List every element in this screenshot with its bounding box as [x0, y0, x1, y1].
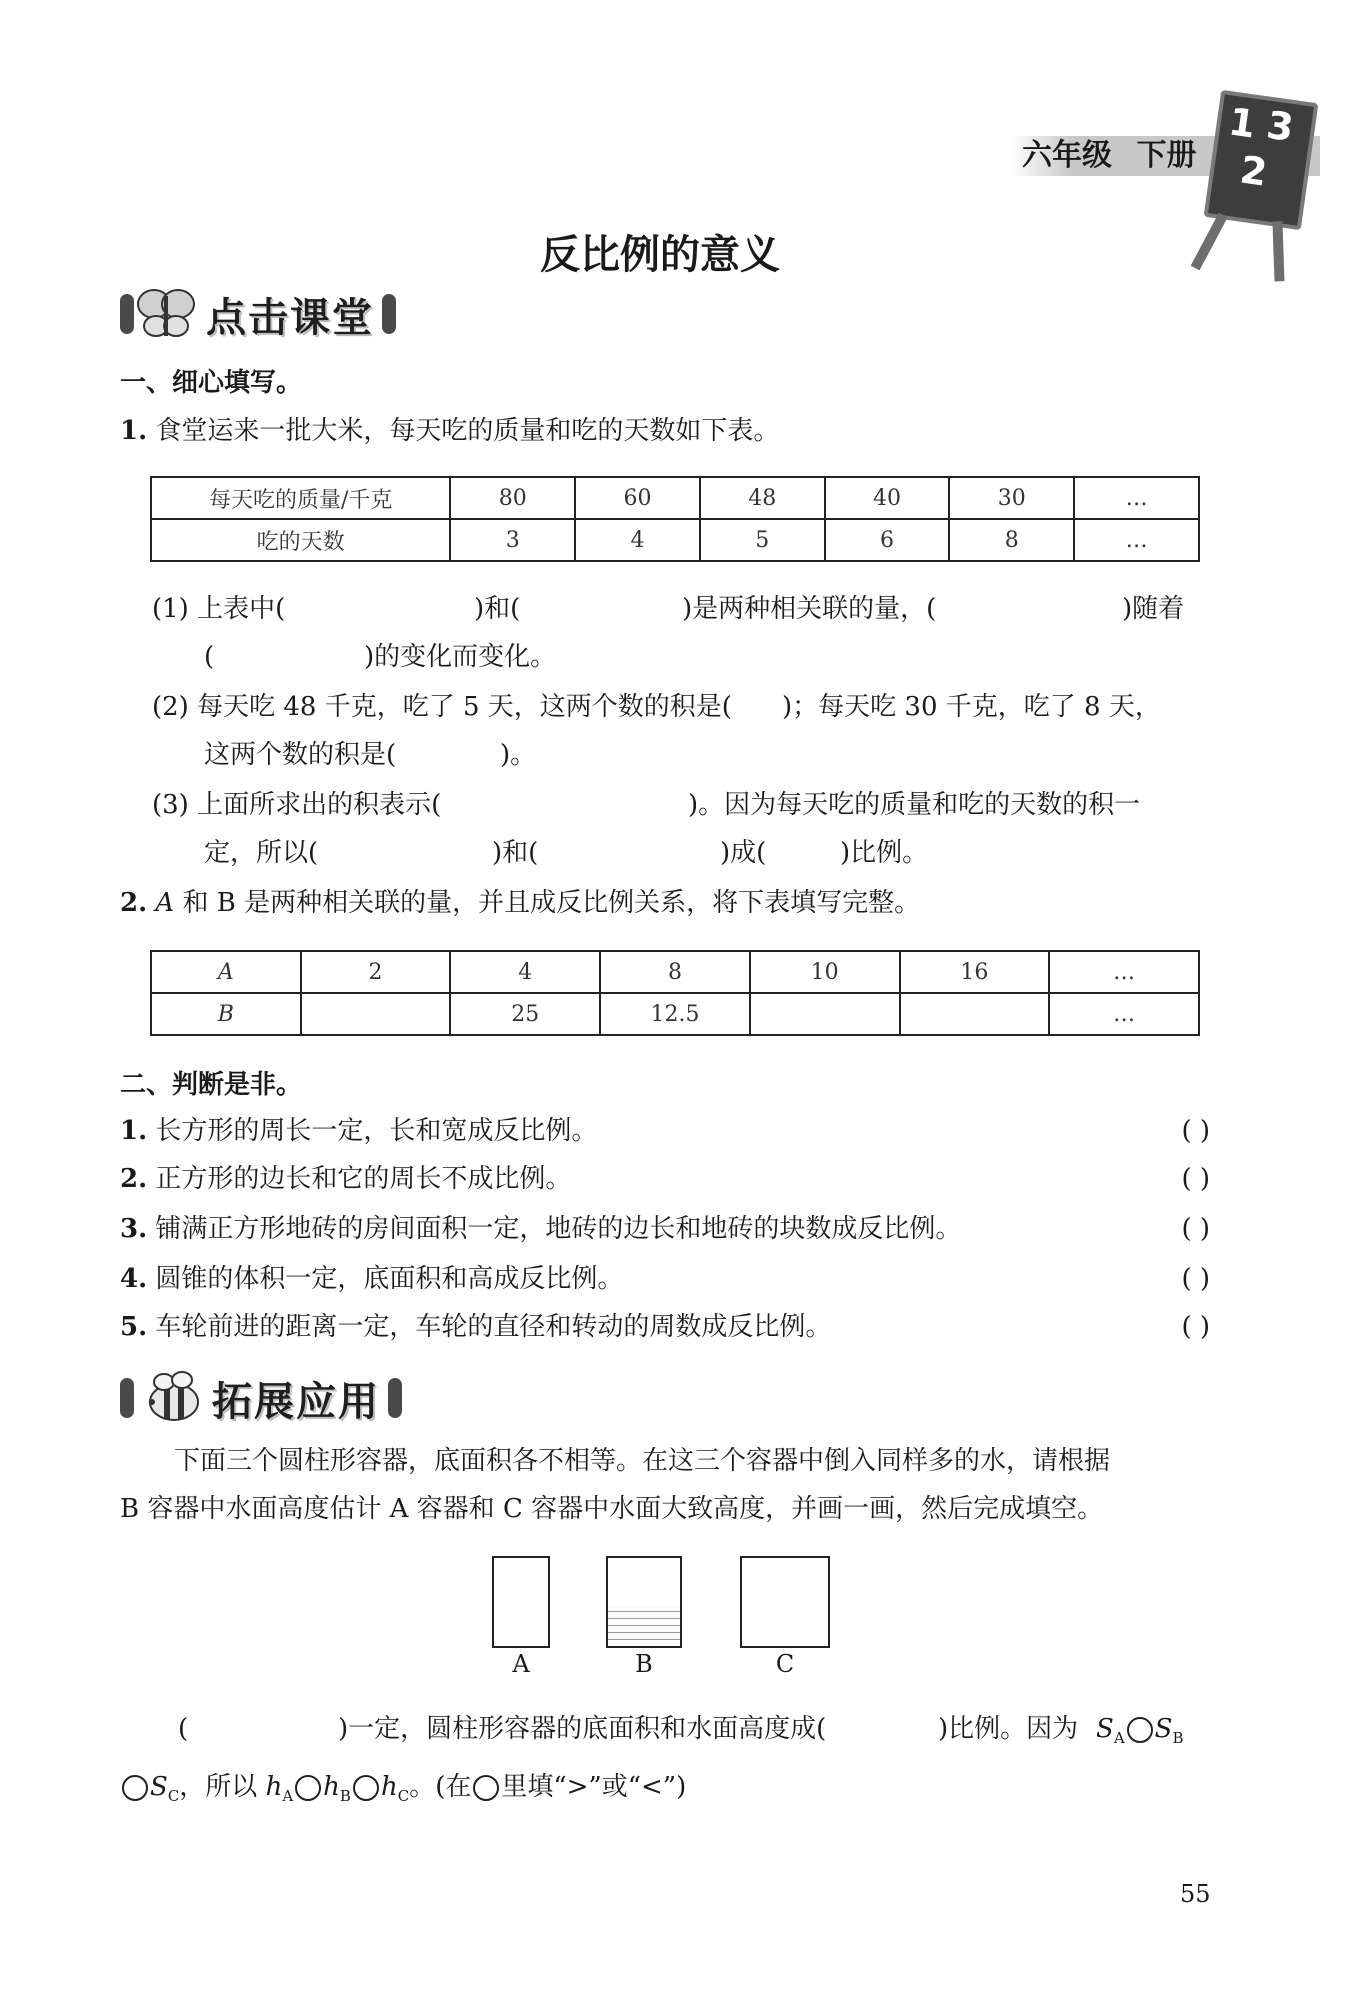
compare-circle[interactable]: [295, 1775, 321, 1801]
blank-text: )随着: [1122, 594, 1185, 624]
table-row: [151, 519, 1199, 561]
table-cell: …: [1074, 477, 1199, 519]
blank-text: 。(在: [409, 1772, 472, 1802]
blank-text: (: [204, 642, 215, 672]
q2-prompt: [120, 886, 920, 920]
q2-table: [150, 950, 1200, 1036]
grade-text: 六年级: [1022, 138, 1112, 173]
container-c[interactable]: [740, 1556, 830, 1648]
item-number: 1.: [120, 1116, 148, 1146]
part2-heading: 二、判断是非。: [120, 1070, 303, 1100]
item-text: 圆锥的体积一定，底面积和高成反比例。: [155, 1264, 624, 1294]
compare-circle[interactable]: [353, 1775, 379, 1801]
table-cell: …: [1074, 519, 1199, 561]
banner-left-cap: [120, 1378, 134, 1418]
q1-text: 食堂运来一批大米，每天吃的质量和吃的天数如下表。: [155, 416, 780, 446]
answer-paren[interactable]: ( ): [1181, 1214, 1210, 1244]
blank-text: )。: [500, 740, 537, 770]
q2-var-a: A: [155, 888, 175, 918]
blank-text: (3) 上面所求出的积表示(: [152, 790, 442, 820]
blank-text: ，所以: [179, 1772, 258, 1802]
blank-text: )是两种相关联的量，(: [682, 594, 937, 624]
item-number: 4.: [120, 1264, 148, 1294]
part1-heading: 一、细心填写。: [120, 368, 303, 398]
list-item: [120, 1212, 1210, 1246]
fill-line-2: $S_C$，所以 $h_A$ $h_B$ $h_C$。(在 里填“>”或“<”): [120, 1770, 1120, 1813]
table-cell: A: [151, 951, 301, 993]
blank-text: (: [178, 1714, 189, 1744]
item-text: 铺满正方形地砖的房间面积一定，地砖的边长和地砖的块数成反比例。: [155, 1214, 962, 1244]
water-level: [608, 1606, 680, 1646]
extension-paragraph-line2: B 容器中水面高度估计 A 容器和 C 容器中水面大致高度，并画一画，然后完成填空。: [120, 1494, 1104, 1524]
compare-circle[interactable]: [1127, 1717, 1153, 1743]
item-number: 5.: [120, 1312, 148, 1342]
blank-text: )成(: [720, 838, 767, 868]
item-number: 2.: [120, 1164, 148, 1194]
q1-number: 1.: [120, 416, 148, 446]
blank-text: 这两个数的积是(: [204, 740, 397, 770]
table-cell: 12.5: [600, 993, 750, 1035]
extension-paragraph-line1: 下面三个圆柱形容器，底面积各不相等。在这三个容器中倒入同样多的水，请根据: [174, 1446, 1111, 1476]
section-banner-extension: [120, 1370, 402, 1426]
blank-text: )和(: [474, 594, 521, 624]
section-banner-practice: [120, 286, 396, 342]
container-a[interactable]: [492, 1556, 550, 1648]
blank-text: )一定，圆柱形容器的底面积和水面高度成(: [338, 1714, 827, 1744]
table-cell-blank[interactable]: [900, 993, 1050, 1035]
table-row: [151, 477, 1199, 519]
answer-paren[interactable]: ( ): [1181, 1164, 1210, 1194]
blank-text: )的变化而变化。: [364, 642, 557, 672]
board-digit-3: 3: [1263, 102, 1297, 150]
item-number: 3.: [120, 1214, 148, 1244]
table-row: [151, 951, 1199, 993]
item-text: 正方形的边长和它的周长不成比例。: [155, 1164, 572, 1194]
blank-text: )；每天吃 30 千克，吃了 8 天，: [782, 692, 1161, 722]
q1-prompt: [120, 414, 779, 448]
table-cell: 30: [949, 477, 1074, 519]
item-text: 车轮前进的距离一定，车轮的直径和转动的周数成反比例。: [155, 1312, 832, 1342]
answer-paren[interactable]: ( ): [1181, 1312, 1210, 1342]
table-cell: 6: [825, 519, 950, 561]
table-cell: 3: [450, 519, 575, 561]
board-digit-1: 1: [1226, 99, 1259, 147]
container-label: C: [775, 1650, 795, 1678]
table-cell: 8: [949, 519, 1074, 561]
banner-left-cap: [120, 294, 134, 334]
table-cell: 25: [450, 993, 600, 1035]
table-cell: …: [1049, 993, 1199, 1035]
item-text: 长方形的周长一定，长和宽成反比例。: [155, 1116, 598, 1146]
table-cell: 吃的天数: [151, 519, 450, 561]
table-cell: 4: [575, 519, 700, 561]
q2-text: 和 B 是两种相关联的量，并且成反比例关系，将下表填写完整。: [182, 888, 921, 918]
table-row: [151, 993, 1199, 1035]
page-number: 55: [1180, 1880, 1211, 1908]
answer-paren[interactable]: ( ): [1181, 1116, 1210, 1146]
list-item: [120, 1262, 1210, 1296]
container-label: B: [635, 1650, 653, 1678]
page-title: 反比例的意义: [540, 232, 780, 278]
blank-text: )比例。: [840, 838, 929, 868]
table-cell: 16: [900, 951, 1050, 993]
table-cell: 10: [750, 951, 900, 993]
table-cell: 5: [700, 519, 825, 561]
blank-text: (2) 每天吃 48 千克，吃了 5 天，这两个数的积是(: [152, 692, 732, 722]
blank-text: 定，所以(: [204, 838, 319, 868]
blank-text: )比例。因为: [938, 1714, 1079, 1744]
chalkboard-icon: [1204, 90, 1319, 230]
blank-text: 里填“>”或“<”): [501, 1772, 687, 1802]
banner-right-cap: [388, 1378, 402, 1418]
q2-number: 2.: [120, 888, 148, 918]
volume-text: 下册: [1136, 138, 1197, 173]
compare-circle[interactable]: [122, 1775, 148, 1801]
table-cell: 2: [301, 951, 451, 993]
banner-title: 拓展应用: [212, 1378, 380, 1425]
list-item: [120, 1114, 1210, 1148]
table-cell: 每天吃的质量/千克: [151, 477, 450, 519]
grade-label: [1022, 136, 1196, 176]
table-cell: 60: [575, 477, 700, 519]
blank-text: )和(: [492, 838, 539, 868]
banner-right-cap: [382, 294, 396, 334]
container-b[interactable]: [606, 1556, 682, 1648]
table-cell: 40: [825, 477, 950, 519]
bee-icon: [134, 1370, 204, 1426]
container-label: A: [512, 1650, 530, 1678]
table-cell-blank[interactable]: [301, 993, 451, 1035]
butterfly-icon: [134, 286, 198, 342]
answer-paren[interactable]: ( ): [1181, 1264, 1210, 1294]
q1-table: [150, 476, 1200, 562]
blank-text: (1) 上表中(: [152, 594, 286, 624]
table-cell: …: [1049, 951, 1199, 993]
list-item: [120, 1310, 1210, 1344]
list-item: [120, 1162, 1210, 1196]
table-cell: 80: [450, 477, 575, 519]
banner-title: 点击课堂: [206, 294, 374, 341]
table-cell: B: [151, 993, 301, 1035]
table-cell: 4: [450, 951, 600, 993]
table-cell: 48: [700, 477, 825, 519]
compare-circle: [473, 1775, 499, 1801]
board-digit-2: 2: [1237, 147, 1270, 195]
sa-compare-sb: $S_A$ $S_B$: [1096, 1714, 1184, 1748]
table-cell-blank[interactable]: [750, 993, 900, 1035]
blank-text: )。因为每天吃的质量和吃的天数的积一: [688, 790, 1141, 820]
table-cell: 8: [600, 951, 750, 993]
